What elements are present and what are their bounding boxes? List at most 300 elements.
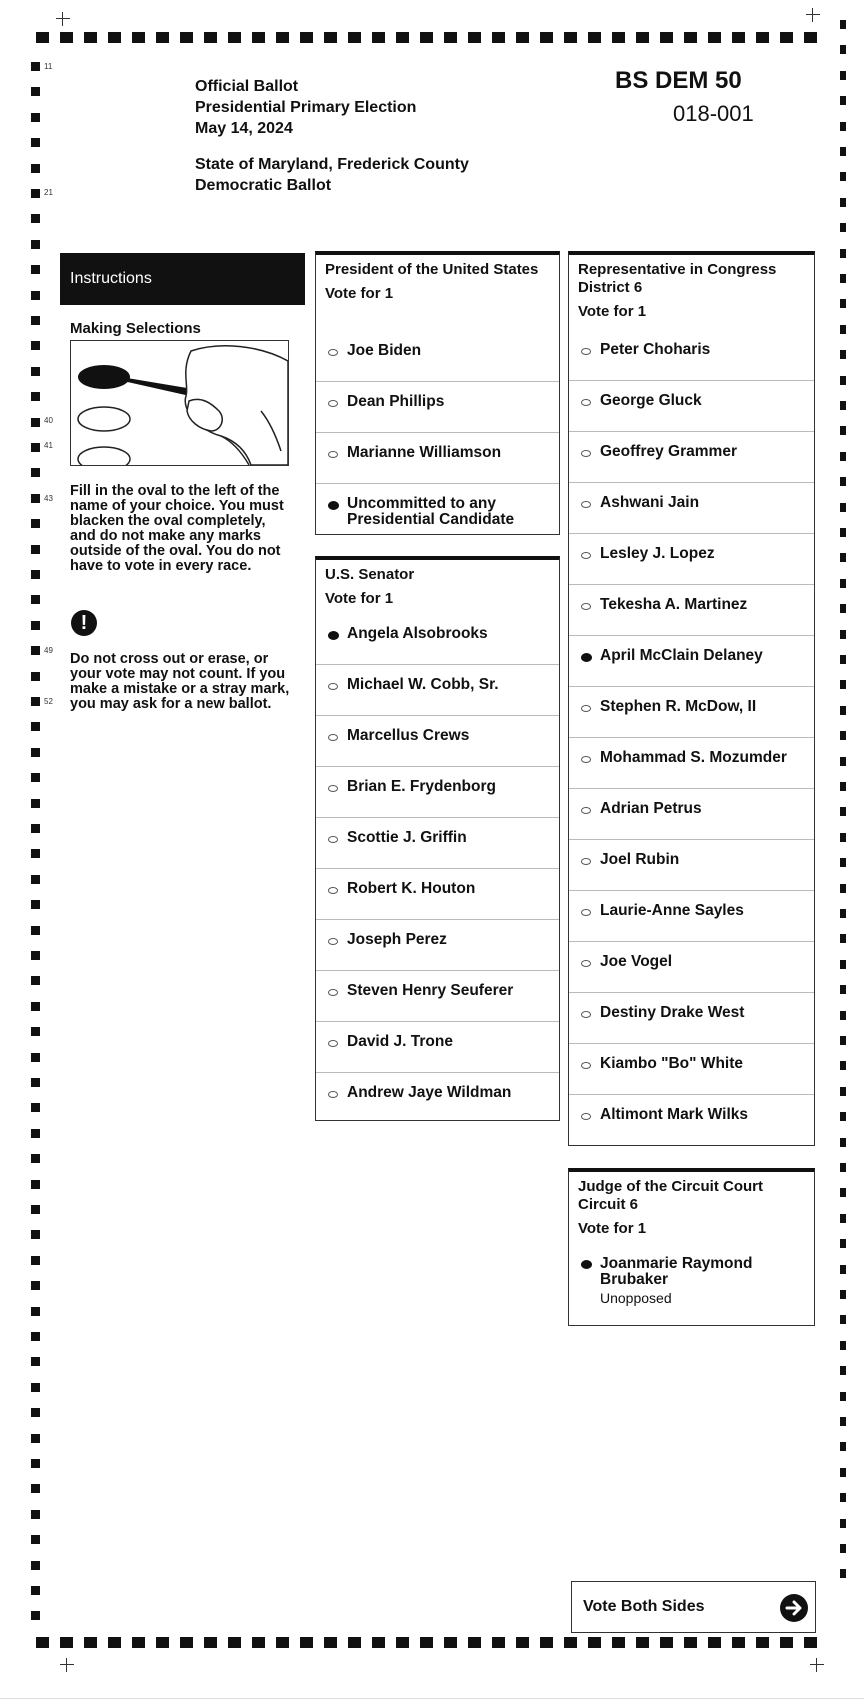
timing-mark xyxy=(840,1341,846,1350)
timing-mark xyxy=(840,45,846,54)
timing-mark xyxy=(840,71,846,80)
timing-mark xyxy=(840,122,846,131)
selection-oval[interactable] xyxy=(581,1113,591,1120)
candidate-name: Joel Rubin xyxy=(600,851,680,868)
timing-mark xyxy=(31,951,40,960)
timing-mark xyxy=(708,1637,721,1648)
timing-mark xyxy=(636,1637,649,1648)
timing-mark xyxy=(540,1637,553,1648)
timing-mark xyxy=(708,32,721,43)
timing-mark xyxy=(31,1332,40,1341)
timing-mark xyxy=(840,1417,846,1426)
timing-mark xyxy=(36,1637,49,1648)
timing-mark xyxy=(840,1239,846,1248)
timing-mark xyxy=(564,32,577,43)
candidate-name: Mohammad S. Mozumder xyxy=(600,749,787,766)
timing-mark xyxy=(31,418,40,427)
timing-mark xyxy=(840,960,846,969)
selection-oval[interactable] xyxy=(328,349,338,356)
timing-mark xyxy=(31,697,40,706)
timing-mark xyxy=(31,1383,40,1392)
selection-oval[interactable] xyxy=(328,501,339,510)
timing-mark xyxy=(756,1637,769,1648)
timing-mark xyxy=(840,1468,846,1477)
candidate-row[interactable] xyxy=(569,432,814,483)
timing-mark xyxy=(840,1315,846,1324)
timing-mark xyxy=(840,833,846,842)
timing-mark xyxy=(840,325,846,334)
timing-mark xyxy=(31,1256,40,1265)
timing-mark xyxy=(588,1637,601,1648)
timing-mark xyxy=(684,32,697,43)
timing-mark xyxy=(31,1281,40,1290)
timing-mark xyxy=(492,1637,505,1648)
timing-mark xyxy=(804,1637,817,1648)
timing-mark xyxy=(108,32,121,43)
selection-oval[interactable] xyxy=(581,501,591,508)
selection-oval[interactable] xyxy=(581,1011,591,1018)
candidate-name: Adrian Petrus xyxy=(600,800,702,817)
candidate-row[interactable] xyxy=(569,891,814,942)
contest-congress xyxy=(568,251,815,1146)
candidate-row[interactable] xyxy=(569,636,814,687)
timing-mark xyxy=(840,1112,846,1121)
timing-mark xyxy=(840,249,846,258)
timing-mark xyxy=(300,1637,313,1648)
timing-mark xyxy=(31,1510,40,1519)
candidate-name: Joe Vogel xyxy=(600,953,673,970)
timing-mark xyxy=(31,1586,40,1595)
candidate-name: George Gluck xyxy=(600,392,702,409)
timing-mark xyxy=(84,1637,97,1648)
timing-mark xyxy=(31,1561,40,1570)
timing-mark xyxy=(31,468,40,477)
timing-mark xyxy=(612,32,625,43)
timing-mark xyxy=(840,1493,846,1502)
selection-oval[interactable] xyxy=(581,399,591,406)
timing-mark xyxy=(840,706,846,715)
timing-mark xyxy=(420,32,433,43)
timing-mark xyxy=(31,87,40,96)
selection-oval[interactable] xyxy=(581,960,591,967)
timing-mark xyxy=(840,503,846,512)
timing-mark xyxy=(840,477,846,486)
candidate-row[interactable] xyxy=(569,840,814,891)
timing-mark xyxy=(31,367,40,376)
selection-oval[interactable] xyxy=(328,683,338,690)
candidate-name: April McClain Delaney xyxy=(600,647,763,664)
timing-mark xyxy=(840,579,846,588)
timing-mark xyxy=(840,20,846,29)
timing-mark xyxy=(31,240,40,249)
timing-mark xyxy=(840,147,846,156)
timing-mark xyxy=(31,621,40,630)
timing-mark xyxy=(31,672,40,681)
timing-mark xyxy=(31,926,40,935)
selection-oval[interactable] xyxy=(581,705,591,712)
timing-mark xyxy=(31,1154,40,1163)
timing-mark xyxy=(31,62,40,71)
selection-oval[interactable] xyxy=(581,807,591,814)
timing-mark xyxy=(840,604,846,613)
candidate-row[interactable] xyxy=(569,1256,814,1316)
timing-mark xyxy=(180,1637,193,1648)
vote-both-sides-box xyxy=(571,1581,816,1633)
timing-mark xyxy=(732,1637,745,1648)
timing-mark xyxy=(31,875,40,884)
candidate-row[interactable] xyxy=(316,971,559,1022)
selection-oval[interactable] xyxy=(581,858,591,865)
timing-mark xyxy=(300,32,313,43)
timing-mark xyxy=(840,1036,846,1045)
selection-oval[interactable] xyxy=(581,1260,592,1269)
timing-mark xyxy=(252,1637,265,1648)
timing-mark xyxy=(132,32,145,43)
vote-for: Vote for 1 xyxy=(578,1220,647,1237)
fill-instructions: Fill in the oval to the left of the name of your choice. You must blacken the oval completely, and do not make any marks outside of the oval. You do not have to vote in every race. xyxy=(70,483,284,574)
selection-oval[interactable] xyxy=(328,400,338,407)
candidate-name: Lesley J. Lopez xyxy=(600,545,715,562)
ballot-style: BS DEM 50 xyxy=(615,67,742,94)
candidate-row[interactable] xyxy=(569,381,814,432)
timing-mark xyxy=(324,1637,337,1648)
timing-mark xyxy=(31,316,40,325)
selection-oval[interactable] xyxy=(581,552,591,559)
timing-mark xyxy=(804,32,817,43)
vote-for: Vote for 1 xyxy=(578,303,647,320)
line-number: 43 xyxy=(44,494,53,503)
timing-mark xyxy=(840,223,846,232)
timing-mark xyxy=(31,1408,40,1417)
selection-oval[interactable] xyxy=(581,653,592,662)
timing-mark xyxy=(840,985,846,994)
line-number: 11 xyxy=(44,62,53,71)
candidate-row[interactable] xyxy=(316,1073,559,1124)
timing-mark xyxy=(840,909,846,918)
timing-mark xyxy=(840,630,846,639)
candidate-name: Uncommitted to any Presidential Candidate xyxy=(347,495,515,528)
selection-oval[interactable] xyxy=(328,938,338,945)
candidate-name: Andrew Jaye Wildman xyxy=(347,1084,512,1101)
timing-mark xyxy=(31,1180,40,1189)
contest-senator xyxy=(315,556,560,1121)
timing-mark xyxy=(840,299,846,308)
timing-mark xyxy=(31,214,40,223)
timing-mark xyxy=(840,274,846,283)
candidate-row[interactable] xyxy=(316,382,559,433)
line-number: 49 xyxy=(44,646,53,655)
timing-mark xyxy=(31,1027,40,1036)
vote-both-sides-label: Vote Both Sides xyxy=(583,1598,705,1615)
line-number: 21 xyxy=(44,188,53,197)
timing-mark xyxy=(840,1087,846,1096)
line-number: 52 xyxy=(44,697,53,706)
timing-mark xyxy=(31,291,40,300)
candidate-row[interactable] xyxy=(316,331,559,382)
timing-mark xyxy=(840,1519,846,1528)
timing-mark xyxy=(588,32,601,43)
contest-title: President of the United States xyxy=(325,261,539,278)
vote-for: Vote for 1 xyxy=(325,590,394,607)
selection-oval[interactable] xyxy=(581,909,591,916)
timing-mark xyxy=(31,1205,40,1214)
contest-title: Representative in Congress District 6 xyxy=(578,261,777,296)
warning-instructions: Do not cross out or erase, or your vote may not count. If you make a mistake or a stray mark, you may ask for a new ballot. xyxy=(70,651,290,712)
timing-mark xyxy=(840,680,846,689)
timing-mark xyxy=(348,1637,361,1648)
election-name: Presidential Primary Election xyxy=(195,99,417,116)
candidate-name: Dean Phillips xyxy=(347,393,445,410)
timing-mark xyxy=(540,32,553,43)
ballot-title: Official Ballot xyxy=(195,78,299,95)
timing-mark xyxy=(468,1637,481,1648)
candidate-row[interactable] xyxy=(569,789,814,840)
timing-mark xyxy=(31,1307,40,1316)
selection-oval[interactable] xyxy=(581,450,591,457)
timing-mark xyxy=(31,570,40,579)
vote-for: Vote for 1 xyxy=(325,285,394,302)
marking-illustration xyxy=(70,340,289,466)
timing-mark xyxy=(31,341,40,350)
candidate-row[interactable] xyxy=(316,614,559,665)
timing-mark xyxy=(276,1637,289,1648)
timing-mark xyxy=(840,1290,846,1299)
timing-mark xyxy=(840,807,846,816)
timing-mark xyxy=(132,1637,145,1648)
timing-mark xyxy=(31,1103,40,1112)
candidate-name: Geoffrey Grammer xyxy=(600,443,737,460)
timing-mark xyxy=(840,1138,846,1147)
candidate-name: Peter Choharis xyxy=(600,341,711,358)
selection-oval[interactable] xyxy=(328,785,338,792)
candidate-row[interactable] xyxy=(316,818,559,869)
timing-mark xyxy=(684,1637,697,1648)
timing-mark xyxy=(31,138,40,147)
timing-mark xyxy=(516,32,529,43)
timing-mark xyxy=(840,198,846,207)
timing-mark xyxy=(840,96,846,105)
timing-mark xyxy=(156,32,169,43)
timing-mark xyxy=(840,1163,846,1172)
timing-mark xyxy=(31,164,40,173)
candidate-row[interactable] xyxy=(569,1095,814,1146)
candidate-row[interactable] xyxy=(569,993,814,1044)
candidate-row[interactable] xyxy=(316,920,559,971)
candidate-row[interactable] xyxy=(316,869,559,920)
timing-mark xyxy=(228,32,241,43)
timing-mark xyxy=(324,32,337,43)
timing-mark xyxy=(31,799,40,808)
timing-mark xyxy=(156,1637,169,1648)
timing-mark xyxy=(31,1002,40,1011)
candidate-name: Joseph Perez xyxy=(347,931,447,948)
timing-mark xyxy=(31,646,40,655)
timing-mark xyxy=(228,1637,241,1648)
selection-oval[interactable] xyxy=(581,756,591,763)
timing-mark xyxy=(31,392,40,401)
unopposed-note: Unopposed xyxy=(600,1290,672,1306)
selection-oval[interactable] xyxy=(581,1062,591,1069)
jurisdiction: State of Maryland, Frederick County xyxy=(195,156,469,173)
timing-mark xyxy=(84,32,97,43)
timing-mark xyxy=(31,113,40,122)
timing-mark xyxy=(564,1637,577,1648)
timing-mark xyxy=(31,849,40,858)
timing-mark xyxy=(31,748,40,757)
timing-mark xyxy=(31,1434,40,1443)
timing-mark xyxy=(840,1544,846,1553)
timing-mark xyxy=(31,722,40,731)
timing-mark xyxy=(840,1442,846,1451)
candidate-name: Robert K. Houton xyxy=(347,880,476,897)
timing-mark xyxy=(108,1637,121,1648)
candidate-name: Laurie-Anne Sayles xyxy=(600,902,744,919)
candidate-row[interactable] xyxy=(569,687,814,738)
timing-mark xyxy=(31,1459,40,1468)
timing-mark xyxy=(276,32,289,43)
registration-crosshair xyxy=(56,12,70,26)
timing-mark xyxy=(840,1214,846,1223)
timing-mark xyxy=(840,1188,846,1197)
timing-mark xyxy=(60,1637,73,1648)
candidate-row[interactable] xyxy=(316,484,559,535)
candidate-name: Destiny Drake West xyxy=(600,1004,745,1021)
line-number: 41 xyxy=(44,441,53,450)
candidate-name: Angela Alsobrooks xyxy=(347,625,488,642)
timing-mark xyxy=(468,32,481,43)
timing-mark xyxy=(840,426,846,435)
timing-mark xyxy=(840,350,846,359)
election-date: May 14, 2024 xyxy=(195,120,293,137)
selection-oval[interactable] xyxy=(328,1040,338,1047)
candidate-name: Ashwani Jain xyxy=(600,494,700,511)
timing-mark xyxy=(840,731,846,740)
exclamation-icon: ! xyxy=(71,610,97,636)
timing-mark xyxy=(636,32,649,43)
ballot-header xyxy=(195,76,469,196)
candidate-name: David J. Trone xyxy=(347,1033,453,1050)
candidate-name: Joe Biden xyxy=(347,342,422,359)
selection-oval[interactable] xyxy=(328,836,338,843)
timing-mark xyxy=(31,824,40,833)
timing-mark xyxy=(31,900,40,909)
timing-mark xyxy=(31,1078,40,1087)
timing-mark xyxy=(31,189,40,198)
selection-oval[interactable] xyxy=(328,631,339,640)
timing-mark xyxy=(840,1011,846,1020)
candidate-name: Michael W. Cobb, Sr. xyxy=(347,676,499,693)
registration-crosshair xyxy=(806,8,820,22)
timing-mark xyxy=(660,32,673,43)
candidate-name: Brian E. Frydenborg xyxy=(347,778,496,795)
timing-mark xyxy=(780,32,793,43)
timing-mark xyxy=(612,1637,625,1648)
timing-mark xyxy=(31,1535,40,1544)
timing-mark xyxy=(31,1357,40,1366)
arrow-right-circle-icon xyxy=(780,1594,808,1622)
candidate-row[interactable] xyxy=(316,1022,559,1073)
selection-oval[interactable] xyxy=(328,1091,338,1098)
timing-mark xyxy=(31,595,40,604)
candidate-row[interactable] xyxy=(569,330,814,381)
timing-mark xyxy=(840,1569,846,1578)
timing-mark xyxy=(31,265,40,274)
instructions-heading: Instructions xyxy=(60,253,305,305)
timing-mark xyxy=(36,32,49,43)
timing-mark xyxy=(840,172,846,181)
contest-title: Judge of the Circuit Court Circuit 6 xyxy=(578,1178,763,1213)
candidate-row[interactable] xyxy=(569,942,814,993)
timing-mark xyxy=(840,782,846,791)
precinct-number: 018-001 xyxy=(673,101,754,126)
candidate-name: Tekesha A. Martinez xyxy=(600,596,748,613)
timing-mark xyxy=(756,32,769,43)
timing-mark xyxy=(420,1637,433,1648)
timing-mark xyxy=(840,1366,846,1375)
selection-oval[interactable] xyxy=(328,887,338,894)
selection-oval[interactable] xyxy=(581,348,591,355)
registration-crosshair xyxy=(810,1658,824,1672)
timing-mark xyxy=(492,32,505,43)
candidate-row[interactable] xyxy=(569,534,814,585)
candidate-row[interactable] xyxy=(316,433,559,484)
timing-mark xyxy=(840,858,846,867)
timing-mark xyxy=(840,757,846,766)
selection-oval[interactable] xyxy=(328,451,338,458)
candidate-row[interactable] xyxy=(316,716,559,767)
registration-crosshair xyxy=(60,1658,74,1672)
timing-mark xyxy=(252,32,265,43)
timing-mark xyxy=(396,1637,409,1648)
timing-mark xyxy=(780,1637,793,1648)
timing-mark xyxy=(396,32,409,43)
timing-mark xyxy=(204,32,217,43)
selection-oval[interactable] xyxy=(328,734,338,741)
candidate-row[interactable] xyxy=(569,738,814,789)
timing-mark xyxy=(31,1484,40,1493)
timing-mark xyxy=(840,884,846,893)
timing-mark xyxy=(31,494,40,503)
candidate-name: Kiambo "Bo" White xyxy=(600,1055,743,1072)
candidate-row[interactable] xyxy=(569,483,814,534)
candidate-row[interactable] xyxy=(316,665,559,716)
candidate-row[interactable] xyxy=(316,767,559,818)
timing-mark xyxy=(840,401,846,410)
timing-mark xyxy=(31,1053,40,1062)
selection-oval[interactable] xyxy=(581,603,591,610)
timing-mark xyxy=(31,519,40,528)
timing-mark xyxy=(31,1230,40,1239)
candidate-name: Steven Henry Seuferer xyxy=(347,982,514,999)
timing-mark xyxy=(31,1611,40,1620)
timing-mark xyxy=(840,376,846,385)
timing-mark xyxy=(372,32,385,43)
candidate-name: Altimont Mark Wilks xyxy=(600,1106,748,1123)
timing-mark xyxy=(516,1637,529,1648)
timing-mark xyxy=(732,32,745,43)
candidate-name: Stephen R. McDow, II xyxy=(600,698,757,715)
timing-mark xyxy=(31,545,40,554)
candidate-row[interactable] xyxy=(569,1044,814,1095)
timing-mark xyxy=(31,773,40,782)
timing-mark xyxy=(60,32,73,43)
timing-mark xyxy=(444,1637,457,1648)
candidate-row[interactable] xyxy=(569,585,814,636)
timing-mark xyxy=(372,1637,385,1648)
timing-mark xyxy=(840,655,846,664)
candidate-name: Marianne Williamson xyxy=(347,444,502,461)
selection-oval[interactable] xyxy=(328,989,338,996)
